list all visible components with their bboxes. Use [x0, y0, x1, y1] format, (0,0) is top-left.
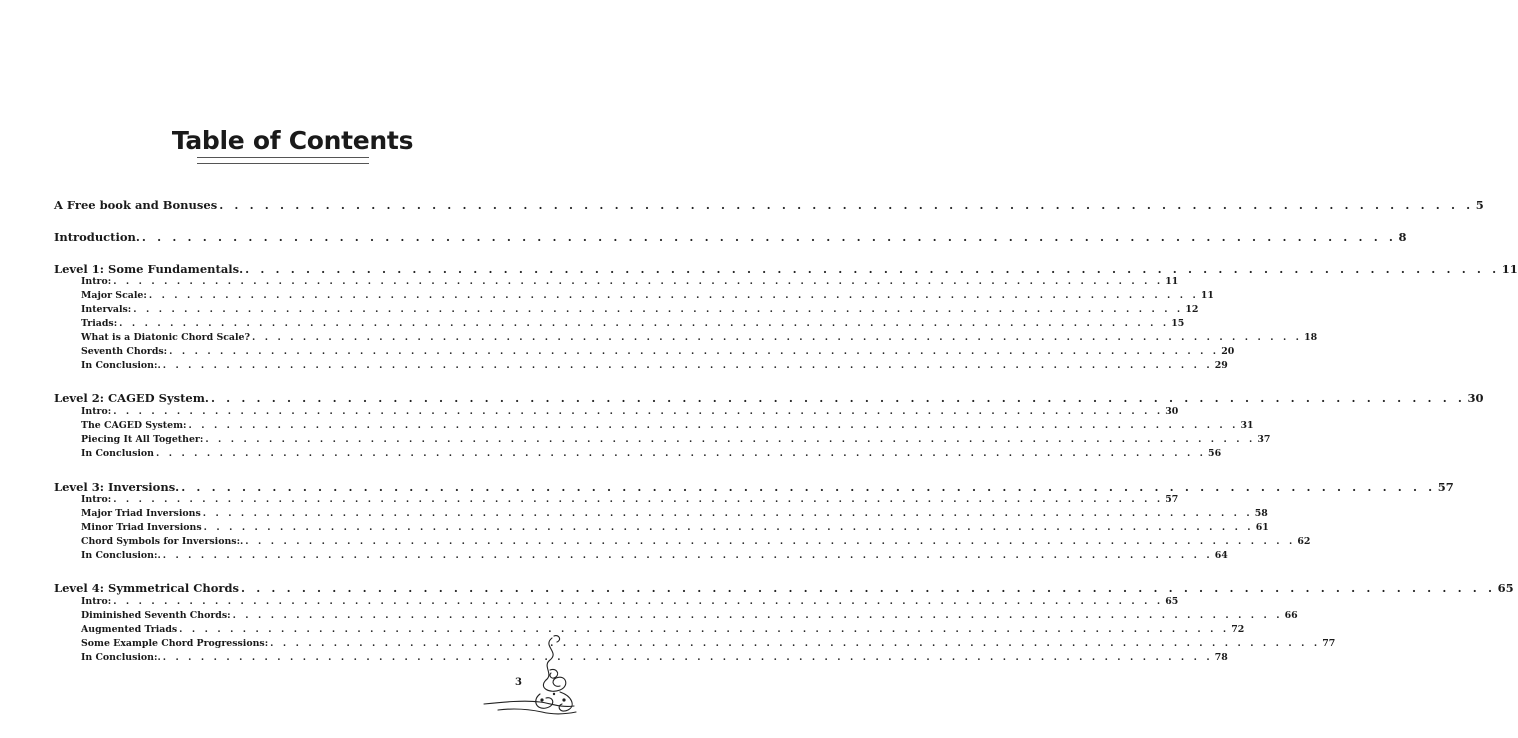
toc-entry-page: 15 [1171, 318, 1185, 329]
dot-leader: . . . . . . . . . . . . . . . . . . . . . . . . . . . . . . . . . . . . . . . . . . . . . . . . . . . . . . . . . . . . . . . . . . . . . . . . . . . . . . . . . . . [113, 406, 1164, 417]
dot-leader: . . . . . . . . . . . . . . . . . . . . . . . . . . . . . . . . . . . . . . . . . . . . . . . . . . . . . . . . . . . . . . . . . . . . . . . . . . . . . . . . . . . [133, 304, 1184, 315]
toc-entry-page: 37 [1257, 434, 1271, 445]
toc-section-entry[interactable] [54, 480, 1454, 494]
toc-subsection-entry[interactable] [81, 536, 1311, 548]
toc-entry-page: 12 [1185, 304, 1199, 315]
dot-leader: . . . . . . . . . . . . . . . . . . . . . . . . . . . . . . . . . . . . . . . . . . . . . . . . . . . . . . . . . . . . . . . . . . . . . . . . . . . . . . . . . . . [270, 638, 1321, 649]
toc-entry-page: 58 [1254, 508, 1268, 519]
dot-leader: . . . . . . . . . . . . . . . . . . . . . . . . . . . . . . . . . . . . . . . . . . . . . . . . . . . . . . . . . . . . . . . . . . . . . . . . . . . . . . . . . . . [169, 346, 1220, 357]
toc-entry-label: The CAGED System: [81, 420, 187, 431]
toc-entry-label: Intro: [81, 494, 112, 505]
toc-entry-page: 65 [1165, 596, 1179, 607]
dot-leader: . . . . . . . . . . . . . . . . . . . . . . . . . . . . . . . . . . . . . . . . . . . . . . . . . . . . . . . . . . . . . . . . . . . . . . . . . . . . . . . . . . . [181, 480, 1436, 494]
dot-leader: . . . . . . . . . . . . . . . . . . . . . . . . . . . . . . . . . . . . . . . . . . . . . . . . . . . . . . . . . . . . . . . . . . . . . . . . . . . . . . . . . . . [141, 230, 1397, 244]
toc-entry-page: 57 [1437, 480, 1454, 494]
toc-subsection-entry[interactable] [81, 276, 1179, 288]
toc-entry-label: Level 2: CAGED System. [54, 391, 209, 405]
dot-leader: . . . . . . . . . . . . . . . . . . . . . . . . . . . . . . . . . . . . . . . . . . . . . . . . . . . . . . . . . . . . . . . . . . . . . . . . . . . . . . . . . . . [210, 391, 1466, 405]
toc-entry-label: In Conclusion:. [81, 360, 161, 371]
dot-leader: . . . . . . . . . . . . . . . . . . . . . . . . . . . . . . . . . . . . . . . . . . . . . . . . . . . . . . . . . . . . . . . . . . . . . . . . . . . . . . . . . . . [219, 198, 1474, 212]
toc-entry-label: Level 1: Some Fundamentals. [54, 262, 244, 276]
toc-subsection-entry[interactable] [81, 332, 1318, 344]
dot-leader: . . . . . . . . . . . . . . . . . . . . . . . . . . . . . . . . . . . . . . . . . . . . . . . . . . . . . . . . . . . . . . . . . . . . . . . . . . . . . . . . . . . [113, 596, 1164, 607]
toc-entry-label: Intro: [81, 596, 112, 607]
toc-subsection-entry[interactable] [81, 494, 1179, 506]
toc-entry-page: 64 [1214, 550, 1228, 561]
toc-entry-label: Level 4: Symmetrical Chords [54, 581, 239, 595]
dot-leader: . . . . . . . . . . . . . . . . . . . . . . . . . . . . . . . . . . . . . . . . . . . . . . . . . . . . . . . . . . . . . . . . . . . . . . . . . . . . . . . . . . . [162, 652, 1213, 663]
toc-entry-label: Intro: [81, 406, 112, 417]
toc-entry-label: Level 3: Inversions. [54, 480, 180, 494]
toc-entry-page: 29 [1214, 360, 1228, 371]
toc-entry-page: 11 [1165, 276, 1179, 287]
toc-subsection-entry[interactable] [81, 318, 1185, 330]
toc-entry-label: Major Triad Inversions [81, 508, 201, 519]
toc-subsection-entry[interactable] [81, 420, 1254, 432]
toc-entry-page: 20 [1221, 346, 1235, 357]
toc-entry-label: Augmented Triads [81, 624, 178, 635]
toc-section-entry[interactable] [54, 391, 1484, 405]
dot-leader: . . . . . . . . . . . . . . . . . . . . . . . . . . . . . . . . . . . . . . . . . . . . . . . . . . . . . . . . . . . . . . . . . . . . . . . . . . . . . . . . . . . [188, 420, 1239, 431]
toc-entry-page: 30 [1467, 391, 1484, 405]
toc-entry-page: 11 [1501, 262, 1518, 276]
dot-leader: . . . . . . . . . . . . . . . . . . . . . . . . . . . . . . . . . . . . . . . . . . . . . . . . . . . . . . . . . . . . . . . . . . . . . . . . . . . . . . . . . . . [156, 448, 1207, 459]
dot-leader: . . . . . . . . . . . . . . . . . . . . . . . . . . . . . . . . . . . . . . . . . . . . . . . . . . . . . . . . . . . . . . . . . . . . . . . . . . . . . . . . . . . [162, 550, 1213, 561]
page-title: Table of Contents [171, 125, 414, 155]
toc-entry-page: 56 [1208, 448, 1222, 459]
toc-subsection-entry[interactable] [81, 434, 1271, 446]
toc-entry-label: In Conclusion:. [81, 550, 161, 561]
toc-subsection-entry[interactable] [81, 448, 1222, 460]
toc-subsection-entry[interactable] [81, 406, 1179, 418]
toc-entry-label: Major Scale: [81, 290, 147, 301]
toc-subsection-entry[interactable] [81, 360, 1228, 372]
toc-entry-page: 8 [1398, 230, 1407, 244]
toc-subsection-entry[interactable] [81, 652, 1228, 664]
toc-entry-page: 72 [1231, 624, 1245, 635]
toc-entry-page: 5 [1475, 198, 1484, 212]
toc-entry-label: Seventh Chords: [81, 346, 168, 357]
dot-leader: . . . . . . . . . . . . . . . . . . . . . . . . . . . . . . . . . . . . . . . . . . . . . . . . . . . . . . . . . . . . . . . . . . . . . . . . . . . . . . . . . . . [232, 610, 1283, 621]
dot-leader: . . . . . . . . . . . . . . . . . . . . . . . . . . . . . . . . . . . . . . . . . . . . . . . . . . . . . . . . . . . . . . . . . . . . . . . . . . . . . . . . . . . [162, 360, 1213, 371]
flourish-ornament-icon [480, 630, 580, 720]
dot-leader: . . . . . . . . . . . . . . . . . . . . . . . . . . . . . . . . . . . . . . . . . . . . . . . . . . . . . . . . . . . . . . . . . . . . . . . . . . . . . . . . . . . [241, 581, 1496, 595]
toc-entry-label: Intervals: [81, 304, 132, 315]
toc-entry-label: Intro: [81, 276, 112, 287]
toc-section-entry[interactable] [54, 262, 1518, 276]
toc-entry-label: Introduction. [54, 230, 140, 244]
toc-entry-label: What is a Diatonic Chord Scale? [81, 332, 251, 343]
toc-entry-label: Minor Triad Inversions [81, 522, 202, 533]
dot-leader: . . . . . . . . . . . . . . . . . . . . . . . . . . . . . . . . . . . . . . . . . . . . . . . . . . . . . . . . . . . . . . . . . . . . . . . . . . . . . . . . . . . [119, 318, 1170, 329]
dot-leader: . . . . . . . . . . . . . . . . . . . . . . . . . . . . . . . . . . . . . . . . . . . . . . . . . . . . . . . . . . . . . . . . . . . . . . . . . . . . . . . . . . . [252, 332, 1303, 343]
toc-subsection-entry[interactable] [81, 610, 1298, 622]
dot-leader: . . . . . . . . . . . . . . . . . . . . . . . . . . . . . . . . . . . . . . . . . . . . . . . . . . . . . . . . . . . . . . . . . . . . . . . . . . . . . . . . . . . [245, 536, 1296, 547]
toc-section-entry[interactable] [54, 230, 1407, 244]
toc-subsection-entry[interactable] [81, 290, 1214, 302]
toc-entry-label: In Conclusion:. [81, 652, 161, 663]
toc-subsection-entry[interactable] [81, 508, 1268, 520]
toc-entry-label: Triads: [81, 318, 118, 329]
dot-leader: . . . . . . . . . . . . . . . . . . . . . . . . . . . . . . . . . . . . . . . . . . . . . . . . . . . . . . . . . . . . . . . . . . . . . . . . . . . . . . . . . . . [179, 624, 1230, 635]
toc-entry-page: 57 [1165, 494, 1179, 505]
toc-entry-page: 18 [1304, 332, 1318, 343]
toc-subsection-entry[interactable] [81, 624, 1245, 636]
toc-subsection-entry[interactable] [81, 304, 1199, 316]
toc-subsection-entry[interactable] [81, 638, 1336, 650]
toc-subsection-entry[interactable] [81, 596, 1179, 608]
page-number: 3 [515, 677, 522, 688]
toc-entry-page: 65 [1497, 581, 1514, 595]
toc-entry-page: 61 [1255, 522, 1269, 533]
toc-entry-label: In Conclusion [81, 448, 154, 459]
toc-entry-label: A Free book and Bonuses [54, 198, 218, 212]
toc-entry-page: 11 [1200, 290, 1214, 301]
dot-leader: . . . . . . . . . . . . . . . . . . . . . . . . . . . . . . . . . . . . . . . . . . . . . . . . . . . . . . . . . . . . . . . . . . . . . . . . . . . . . . . . . . . [202, 508, 1253, 519]
toc-subsection-entry[interactable] [81, 522, 1269, 534]
toc-entry-label: Chord Symbols for Inversions:. [81, 536, 244, 547]
toc-entry-page: 78 [1214, 652, 1228, 663]
toc-entry-page: 30 [1165, 406, 1179, 417]
toc-entry-label: Piecing It All Together: [81, 434, 204, 445]
toc-entry-page: 77 [1322, 638, 1336, 649]
dot-leader: . . . . . . . . . . . . . . . . . . . . . . . . . . . . . . . . . . . . . . . . . . . . . . . . . . . . . . . . . . . . . . . . . . . . . . . . . . . . . . . . . . . [113, 494, 1164, 505]
toc-entry-page: 66 [1284, 610, 1298, 621]
toc-entry-label: Some Example Chord Progressions: [81, 638, 269, 649]
dot-leader: . . . . . . . . . . . . . . . . . . . . . . . . . . . . . . . . . . . . . . . . . . . . . . . . . . . . . . . . . . . . . . . . . . . . . . . . . . . . . . . . . . . [113, 276, 1164, 287]
toc-entry-page: 31 [1240, 420, 1254, 431]
dot-leader: . . . . . . . . . . . . . . . . . . . . . . . . . . . . . . . . . . . . . . . . . . . . . . . . . . . . . . . . . . . . . . . . . . . . . . . . . . . . . . . . . . . [245, 262, 1500, 276]
toc-section-entry[interactable] [54, 198, 1484, 212]
dot-leader: . . . . . . . . . . . . . . . . . . . . . . . . . . . . . . . . . . . . . . . . . . . . . . . . . . . . . . . . . . . . . . . . . . . . . . . . . . . . . . . . . . . [148, 290, 1199, 301]
toc-subsection-entry[interactable] [81, 346, 1235, 358]
toc-section-entry[interactable] [54, 581, 1514, 595]
dot-leader: . . . . . . . . . . . . . . . . . . . . . . . . . . . . . . . . . . . . . . . . . . . . . . . . . . . . . . . . . . . . . . . . . . . . . . . . . . . . . . . . . . . [205, 434, 1256, 445]
toc-entry-page: 62 [1297, 536, 1311, 547]
dot-leader: . . . . . . . . . . . . . . . . . . . . . . . . . . . . . . . . . . . . . . . . . . . . . . . . . . . . . . . . . . . . . . . . . . . . . . . . . . . . . . . . . . . [203, 522, 1254, 533]
toc-subsection-entry[interactable] [81, 550, 1228, 562]
toc-entry-label: Diminished Seventh Chords: [81, 610, 231, 621]
